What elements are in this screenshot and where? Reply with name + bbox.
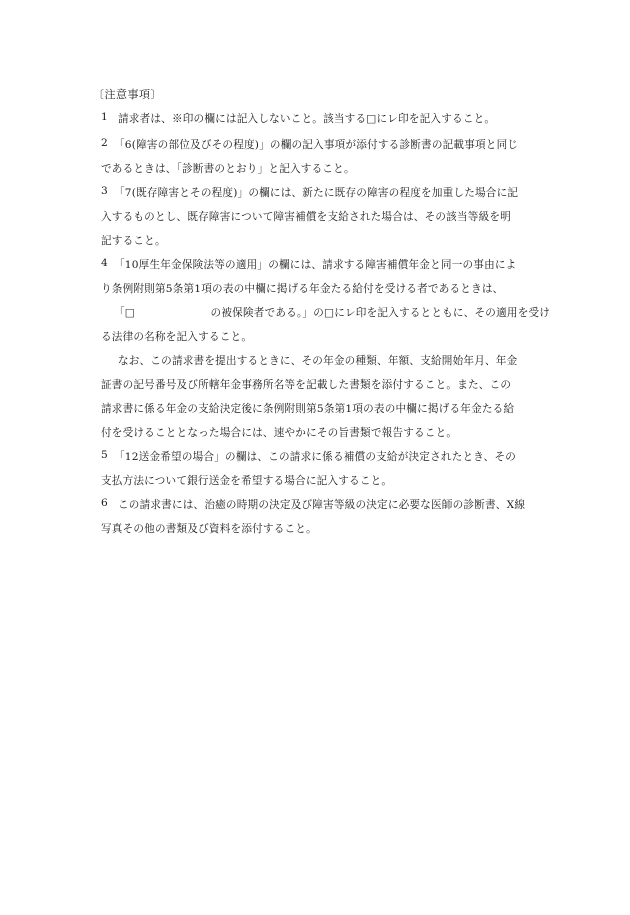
note-3-line-3: 記すること。 [101,235,166,247]
note-number-3: 3 [101,185,108,197]
note-4-line-4: る法律の名称を記入すること。 [101,331,253,343]
note-number-2: 2 [101,137,108,149]
note-4-line-2: り条例附則第5条第1項の表の中欄に掲げる年金たる給付を受ける者であるときは、 [101,283,504,295]
note-3-line-2: 入するものとし、既存障害について障害補償を支給された場合は、その該当等級を明 [101,211,511,223]
note-number-4: 4 [101,257,108,269]
note-5-line-2: 支払方法について銀行送金を希望する場合に記入すること。 [101,475,393,487]
note-4-line-3: 「□ の被保険者である。」の□にレ印を記入するとともに、その適用を受け [114,307,551,319]
note-6-line-1: この請求書には、治癒の時期の決定及び障害等級の決定に必要な医師の診断書、X線 [118,499,526,511]
note-2-line-1: 「6(障害の部位及びその程度)」の欄の記入事項が添付する診断書の記載事項と同じ [114,139,519,151]
note-3-line-1: 「7(既存障害とその程度)」の欄には、新たに既存の障害の程度を加重した場合に記 [114,187,519,199]
notes-heading: 〔注意事項〕 [93,88,162,101]
note-number-1: 1 [101,111,108,123]
note-4-line-6: 証書の記号番号及び所轄年金事務所名等を記載した書類を添付すること。また、この [101,379,512,391]
note-2-line-2: であるときは、「診断書のとおり」と記入すること。 [101,163,355,175]
note-4-line-8: 付を受けることとなった場合には、速やかにその旨書類で報告すること。 [101,427,458,439]
note-4-line-1: 「10厚生年金保険法等の適用」の欄には、請求する障害補償年金と同一の事由によ [114,259,517,271]
note-1-line-1: 請求者は、※印の欄には記入しないこと。該当する□にレ印を記入すること。 [118,113,496,125]
note-5-line-1: 「12送金希望の場合」の欄は、この請求に係る補償の支給が決定されたとき、その [114,451,517,463]
note-number-6: 6 [101,497,108,509]
note-6-line-2: 写真その他の書類及び資料を添付すること。 [101,523,317,535]
note-number-5: 5 [101,449,108,461]
note-4-line-5: なお、この請求書を提出するときに、その年金の種類、年額、支給開始年月、年金 [118,355,518,367]
note-4-line-7: 請求書に係る年金の支給決定後に条例附則第5条第1項の表の中欄に掲げる年金たる給 [101,403,515,415]
